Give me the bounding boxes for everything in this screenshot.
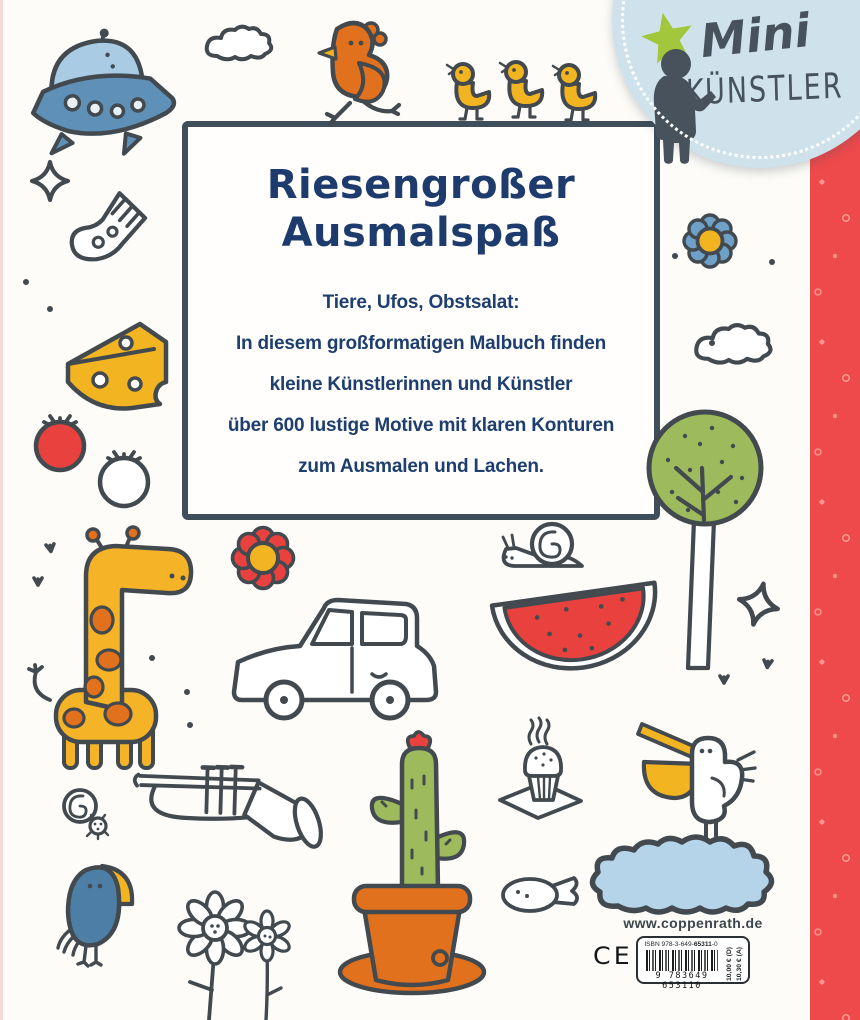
snail-illustration bbox=[503, 524, 582, 566]
car-illustration bbox=[234, 600, 436, 718]
description-box bbox=[182, 121, 660, 520]
brand-name-line1: Mini bbox=[697, 3, 813, 69]
cactus-illustration bbox=[340, 732, 484, 993]
snail-and-ladybug-illustration bbox=[64, 790, 108, 839]
page-left-edge bbox=[0, 0, 3, 1020]
red-flower-illustration bbox=[233, 528, 294, 589]
cheese-illustration bbox=[68, 324, 166, 408]
giraffe-illustration bbox=[29, 527, 191, 768]
tomato-illustration bbox=[36, 416, 84, 470]
bird-chevron-icon bbox=[763, 660, 772, 668]
fish-illustration bbox=[503, 878, 577, 911]
body-line: kleine Künstlerinnen und Künstler bbox=[269, 374, 573, 395]
bird-chevron-icon bbox=[46, 544, 55, 552]
body-line: In diesem großformatigen Malbuch finden bbox=[235, 333, 607, 354]
sketch-star-icon bbox=[734, 579, 783, 629]
price-germany: 10,00 € (D) bbox=[726, 946, 733, 981]
cloud-outline-icon bbox=[696, 325, 770, 362]
brand-name-line2: KÜNSTLER bbox=[685, 66, 844, 114]
title-line-1: Riesengroßer bbox=[266, 162, 576, 208]
watermelon-illustration bbox=[492, 583, 665, 679]
title-line-2: Ausmalspaß bbox=[281, 210, 561, 256]
chick-illustration bbox=[447, 64, 489, 119]
barcode-digits: 9 783649 653110 bbox=[655, 971, 709, 991]
sock-illustration bbox=[70, 189, 147, 265]
daisy-illustration bbox=[179, 892, 292, 1020]
pelican-illustration bbox=[638, 724, 755, 848]
trumpet-illustration bbox=[129, 754, 334, 852]
description-text bbox=[188, 282, 654, 487]
price-info bbox=[725, 939, 745, 981]
chick-illustration bbox=[500, 62, 542, 117]
blue-cloud-illustration bbox=[592, 837, 771, 912]
twinkle-star-icon bbox=[32, 162, 68, 200]
cloud-icon bbox=[207, 27, 272, 60]
ce-mark: CE bbox=[593, 942, 633, 970]
muffin-illustration bbox=[500, 718, 581, 818]
page-title bbox=[188, 161, 654, 257]
tree-illustration bbox=[649, 412, 761, 668]
bird-chevron-icon bbox=[34, 578, 42, 585]
chick-illustration bbox=[553, 65, 595, 120]
barcode-label bbox=[636, 936, 750, 991]
body-line: zum Ausmalen und Lachen. bbox=[298, 456, 544, 477]
publisher-website: www.coppenrath.de bbox=[623, 915, 763, 931]
tomato-outline-illustration bbox=[100, 452, 148, 506]
blue-flower-illustration bbox=[684, 215, 736, 267]
toucan-illustration bbox=[58, 866, 132, 966]
bird-chevron-icon bbox=[720, 676, 728, 683]
ufo-illustration bbox=[25, 22, 178, 163]
star-icon bbox=[640, 10, 696, 66]
brand-badge bbox=[612, 0, 860, 168]
barcode bbox=[646, 950, 718, 971]
isbn-text: ISBN 978-3-649-65311-0 bbox=[644, 941, 718, 948]
price-austria: 10,30 € (A) bbox=[736, 946, 743, 981]
running-hen-illustration bbox=[319, 23, 399, 124]
body-line: Tiere, Ufos, Obstsalat: bbox=[322, 292, 520, 313]
body-line: über 600 lustige Motive mit klaren Konturen bbox=[227, 415, 615, 436]
child-painter-icon bbox=[646, 48, 716, 168]
